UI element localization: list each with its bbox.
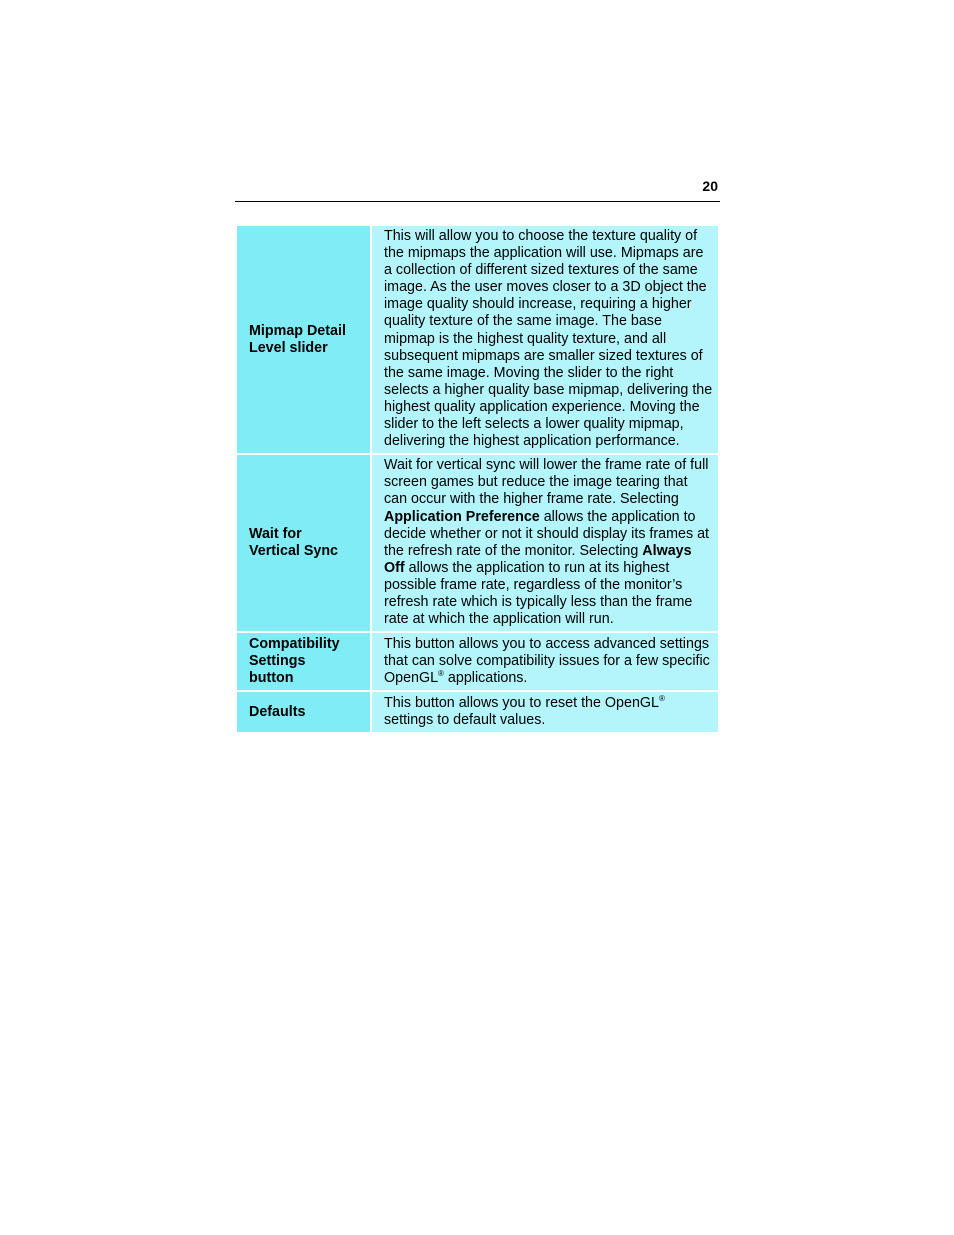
settings-table (235, 224, 720, 734)
registered-mark: ® (438, 668, 444, 678)
term-mipmap-detail-level-slider: Mipmap Detail Level slider (237, 226, 370, 453)
option-application-preference: Application Preference (384, 508, 540, 525)
description-compatibility-settings-button: This button allows you to access advanced settings that can solve compatibility issues for a few specific OpenGL® applications. (372, 633, 718, 690)
option-always-off: Always Off (384, 542, 692, 576)
term-wait-for-vertical-sync: Wait for Vertical Sync (237, 455, 370, 631)
table-row (237, 633, 718, 690)
table-row (237, 692, 718, 732)
description-defaults: This button allows you to reset the OpenGL® settings to default values. (372, 692, 718, 732)
term-defaults: Defaults (237, 692, 370, 732)
description-mipmap-detail-level-slider: This will allow you to choose the texture quality of the mipmaps the application will use. Mipmaps are a collection of different sized textures of the same image. As the user moves closer to a 3D object the image quality should increase, requiring a higher quality texture of the same image. The base mipmap is the highest quality texture, and all subsequent mipmaps are smaller sized textures of the same image. Moving the slider to the right selects a higher quality base mipmap, delivering the highest quality application experience. Moving the slider to the left selects a lower quality mipmap, delivering the highest application performance. (372, 226, 718, 453)
description-wait-for-vertical-sync: Wait for vertical sync will lower the frame rate of full screen games but reduce the image tearing that can occur with the higher frame rate. Selecting Application Preference allows the application to decide whether or not it should display its frames at the refresh rate of the monitor. Selecting Always Off allows the application to run at its highest possible frame rate, regardless of the monitor’s refresh rate which is typically less than the frame rate at which the application will run. (372, 455, 718, 631)
term-compatibility-settings-button: Compatibility Settings button (237, 633, 370, 690)
table-row (237, 455, 718, 631)
page-number: 20 (702, 178, 718, 194)
header-rule (235, 201, 720, 202)
registered-mark: ® (658, 693, 665, 703)
table-row (237, 226, 718, 453)
